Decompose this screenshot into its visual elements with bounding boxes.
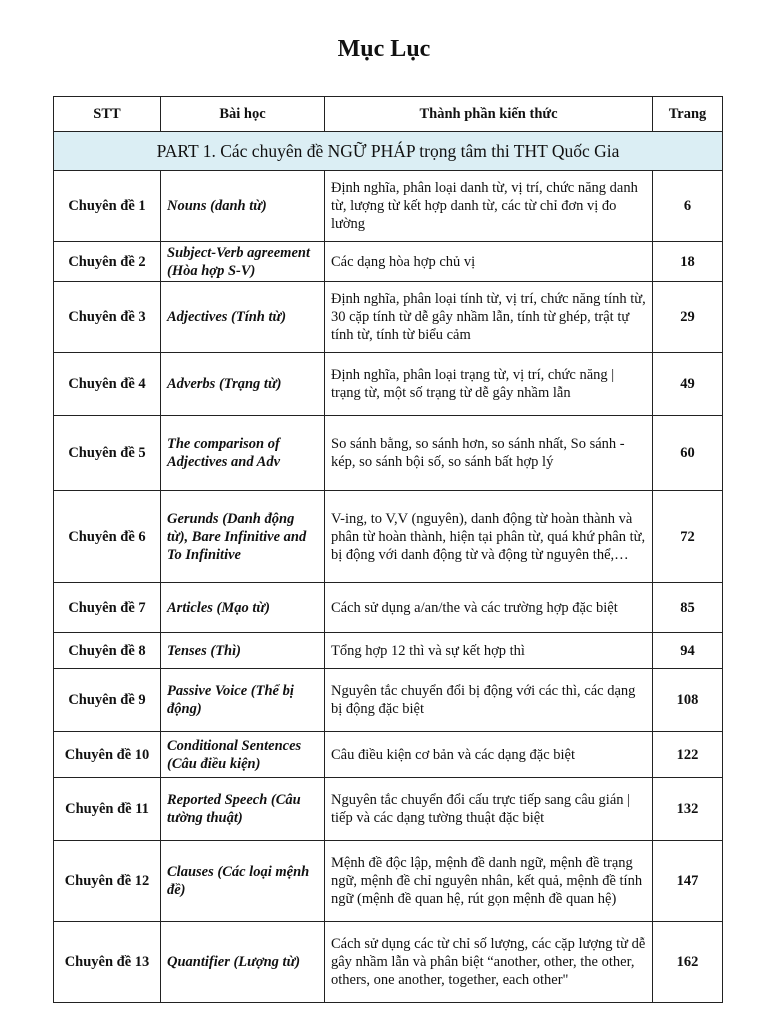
row-page: 162 — [653, 922, 723, 1003]
header-content: Thành phần kiến thức — [325, 97, 653, 132]
row-page: 6 — [653, 171, 723, 242]
row-stt: Chuyên đề 8 — [54, 633, 161, 669]
row-content: Định nghĩa, phân loại tính từ, vị trí, chức năng tính từ, 30 cặp tính từ dễ gây nhầm lẫn, tính từ ghép, trật tự tính từ, tính từ biểu cảm — [325, 282, 653, 353]
table-row — [54, 416, 723, 491]
table-of-contents — [53, 96, 723, 1003]
row-lesson: Articles (Mạo từ) — [161, 583, 325, 633]
row-content: Nguyên tắc chuyển đổi cấu trực tiếp sang câu gián | tiếp và các dạng tường thuật đặc biệt — [325, 778, 653, 841]
row-lesson: Passive Voice (Thể bị động) — [161, 669, 325, 732]
row-page: 147 — [653, 841, 723, 922]
table-row — [54, 583, 723, 633]
row-lesson: Clauses (Các loại mệnh đề) — [161, 841, 325, 922]
row-stt: Chuyên đề 3 — [54, 282, 161, 353]
row-content: Cách sử dụng các từ chỉ số lượng, các cặp lượng từ dễ gây nhầm lẫn và phân biệt “another, other, the other, others, one another, together, each other" — [325, 922, 653, 1003]
table-row — [54, 171, 723, 242]
row-page: 60 — [653, 416, 723, 491]
row-lesson: Subject-Verb agreement (Hòa hợp S-V) — [161, 242, 325, 282]
row-page: 29 — [653, 282, 723, 353]
header-lesson: Bài học — [161, 97, 325, 132]
row-page: 108 — [653, 669, 723, 732]
table-row — [54, 353, 723, 416]
header-row — [54, 97, 723, 132]
row-content: Định nghĩa, phân loại danh từ, vị trí, chức năng danh từ, lượng từ kết hợp danh từ, các từ chỉ đơn vị đo lường — [325, 171, 653, 242]
row-page: 49 — [653, 353, 723, 416]
row-content: Cách sử dụng a/an/the và các trường hợp đặc biệt — [325, 583, 653, 633]
row-stt: Chuyên đề 9 — [54, 669, 161, 732]
page-title: Mục Lục — [337, 36, 431, 62]
header-page: Trang — [653, 97, 723, 132]
table-row — [54, 778, 723, 841]
row-lesson: Conditional Sentences (Câu điều kiện) — [161, 732, 325, 778]
table-row — [54, 922, 723, 1003]
row-lesson: Reported Speech (Câu tường thuật) — [161, 778, 325, 841]
table-row — [54, 841, 723, 922]
row-lesson: Quantifier (Lượng từ) — [161, 922, 325, 1003]
part-heading: PART 1. Các chuyên đề NGỮ PHÁP trọng tâm thi THT Quốc Gia — [54, 132, 723, 171]
row-page: 72 — [653, 491, 723, 583]
table-row — [54, 282, 723, 353]
table-row — [54, 242, 723, 282]
row-content: Nguyên tắc chuyển đổi bị động với các thì, các dạng bị động đặc biệt — [325, 669, 653, 732]
row-page: 122 — [653, 732, 723, 778]
row-stt: Chuyên đề 2 — [54, 242, 161, 282]
row-stt: Chuyên đề 10 — [54, 732, 161, 778]
part-heading-row — [54, 132, 723, 171]
row-page: 132 — [653, 778, 723, 841]
table-row — [54, 669, 723, 732]
row-stt: Chuyên đề 6 — [54, 491, 161, 583]
row-content: So sánh bằng, so sánh hơn, so sánh nhất, So sánh - kép, so sánh bội số, so sánh bất hợp lý — [325, 416, 653, 491]
table-row — [54, 633, 723, 669]
row-page: 85 — [653, 583, 723, 633]
table-row — [54, 491, 723, 583]
row-stt: Chuyên đề 13 — [54, 922, 161, 1003]
row-lesson: Adjectives (Tính từ) — [161, 282, 325, 353]
row-stt: Chuyên đề 12 — [54, 841, 161, 922]
row-content: Mệnh đề độc lập, mệnh đề danh ngữ, mệnh đề trạng ngữ, mệnh đề chỉ nguyên nhân, kết quả, mệnh đề tính ngữ (mệnh đề quan hệ, rút gọn mệnh đề quan hệ) — [325, 841, 653, 922]
row-page: 94 — [653, 633, 723, 669]
row-lesson: Nouns (danh từ) — [161, 171, 325, 242]
row-stt: Chuyên đề 11 — [54, 778, 161, 841]
row-content: Câu điều kiện cơ bản và các dạng đặc biệt — [325, 732, 653, 778]
row-content: Định nghĩa, phân loại trạng từ, vị trí, chức năng | trạng từ, một số trạng từ dễ gây nhầm lẫn — [325, 353, 653, 416]
row-stt: Chuyên đề 4 — [54, 353, 161, 416]
row-stt: Chuyên đề 5 — [54, 416, 161, 491]
row-stt: Chuyên đề 1 — [54, 171, 161, 242]
row-page: 18 — [653, 242, 723, 282]
row-content: Tổng hợp 12 thì và sự kết hợp thì — [325, 633, 653, 669]
table-row — [54, 732, 723, 778]
row-content: V-ing, to V,V (nguyên), danh động từ hoàn thành và phân từ hoàn thành, hiện tại phân từ, quá khứ phân từ, bị động với danh động từ và động từ nguyên thể,… — [325, 491, 653, 583]
row-lesson: The comparison of Adjectives and Adv — [161, 416, 325, 491]
header-stt: STT — [54, 97, 161, 132]
row-lesson: Adverbs (Trạng từ) — [161, 353, 325, 416]
row-lesson: Tenses (Thì) — [161, 633, 325, 669]
row-content: Các dạng hòa hợp chủ vị — [325, 242, 653, 282]
row-stt: Chuyên đề 7 — [54, 583, 161, 633]
row-lesson: Gerunds (Danh động từ), Bare Infinitive and To Infinitive — [161, 491, 325, 583]
